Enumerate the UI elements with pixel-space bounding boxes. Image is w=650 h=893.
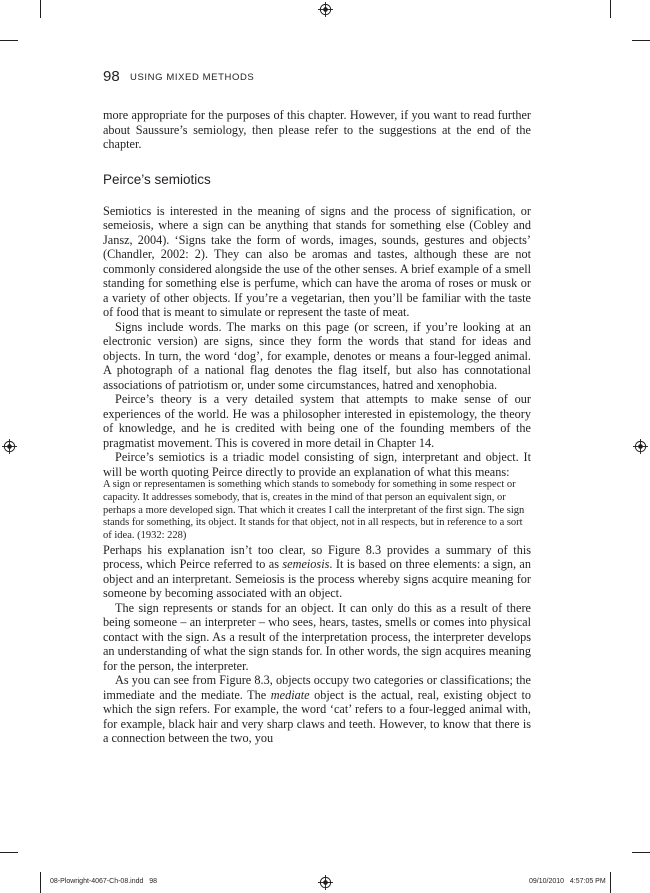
slug-file-name: 08-Plowright-4067-Ch-08.indd 98 [50, 878, 158, 885]
crop-mark-icon [40, 872, 41, 893]
paragraph: more appropriate for the purposes of this chapter. However, if you want to read further about Saussure’s semiology, then please refer to the suggestions at the end of the chapter. [103, 108, 531, 151]
paragraph: Signs include words. The marks on this page (or screen, if you’re looking at an electronic version) are signs, since they form the words that stand for ideas and objects. In turn, the word ‘dog’, for example, denotes or means a four-legged animal. A photograph of a national flag denotes the flag itself, but also has connotational associations of patriotism or, under some circumstances, hatred and xenophobia. [103, 319, 531, 392]
paragraph: Semiotics is interested in the meaning of signs and the process of signification, or semeiosis, where a sign can be anything that stands for something else (Cobley and Jansz, 2004). ‘Signs take the form of words, images, sounds, gestures and objects’ (Chandler, 2002: 2). They can also be aromas and tastes, although these are not commonly considered alongside the use of the other senses. A brief example of a smell standing for something else is perfume, which can have the aroma of roses or musk or a variety of other objects. If you’re a vegetarian, then you’ll be familiar with the taste of food that is meant to simulate or represent the taste of meat. [103, 203, 531, 319]
section-heading: Peirce’s semiotics [103, 171, 211, 187]
emphasis: mediate [270, 687, 310, 702]
paragraph: Peirce’s theory is a very detailed system that attempts to make sense of our experiences of the world. He was a philosopher interested in epistemology, the theory of knowledge, and he is credited with being one of the founding members of the pragmatist movement. This is covered in more detail in Chapter 14. [103, 392, 531, 450]
paragraph: The sign represents or stands for an object. It can only do this as a result of there being someone – an interpreter – who sees, hears, tastes, smells or comes into physical contact with the sign. As a result of the interpretation process, the interpreter develops an understanding of what the sign stands for. In other words, the sign acquires meaning for the person, the interpreter. [103, 600, 531, 673]
block-quote: A sign or representamen is something which stands to somebody for something in some respect or capacity. It addresses somebody, that is, creates in the mind of that person an equivalent sign, or perhaps a more developed sign. That which it creates I call the interpretant of the first sign. The sign stands for something, its object. It stands for that object, not in all respects, but in reference to a sort of idea. (1932: 228) [103, 479, 525, 542]
registration-mark-icon [633, 439, 648, 454]
paragraph: Peirce’s semiotics is a triadic model consisting of sign, interpretant and object. It will be worth quoting Peirce directly to provide an explanation of what this means: [103, 450, 531, 479]
registration-mark-icon [318, 2, 333, 17]
crop-mark-icon [632, 40, 650, 41]
crop-mark-icon [0, 852, 18, 853]
crop-mark-icon [610, 872, 611, 893]
crop-mark-icon [0, 40, 18, 41]
paragraph: Perhaps his explanation isn’t too clear, so Figure 8.3 provides a summary of this process, which Peirce referred to as semeiosis. It is based on three elements: a sign, an object and an interpretant. Semeiosis is the process whereby signs acquire meaning for someone by becoming associated with an object. [103, 542, 531, 601]
emphasis: semeiosis [282, 557, 330, 572]
paragraph: As you can see from Figure 8.3, objects occupy two categories or classifications; the immediate and the mediate. The mediate object is the actual, real, existing object to which the sign refers. For example, the word ‘cat’ refers to a four-legged animal with, for example, black hair and very sharp claws and teeth. However, to know that there is a connection between the two, you [103, 673, 532, 746]
running-header [103, 68, 543, 88]
page-body [103, 108, 531, 746]
crop-mark-icon [40, 0, 41, 18]
page-number: 98 [103, 68, 120, 85]
registration-mark-icon [318, 875, 333, 890]
registration-mark-icon [2, 439, 17, 454]
crop-mark-icon [610, 0, 611, 18]
running-title: USING MIXED METHODS [130, 72, 255, 83]
slug-date: 09/10/2010 4:57:05 PM [529, 878, 606, 885]
crop-mark-icon [632, 852, 650, 853]
